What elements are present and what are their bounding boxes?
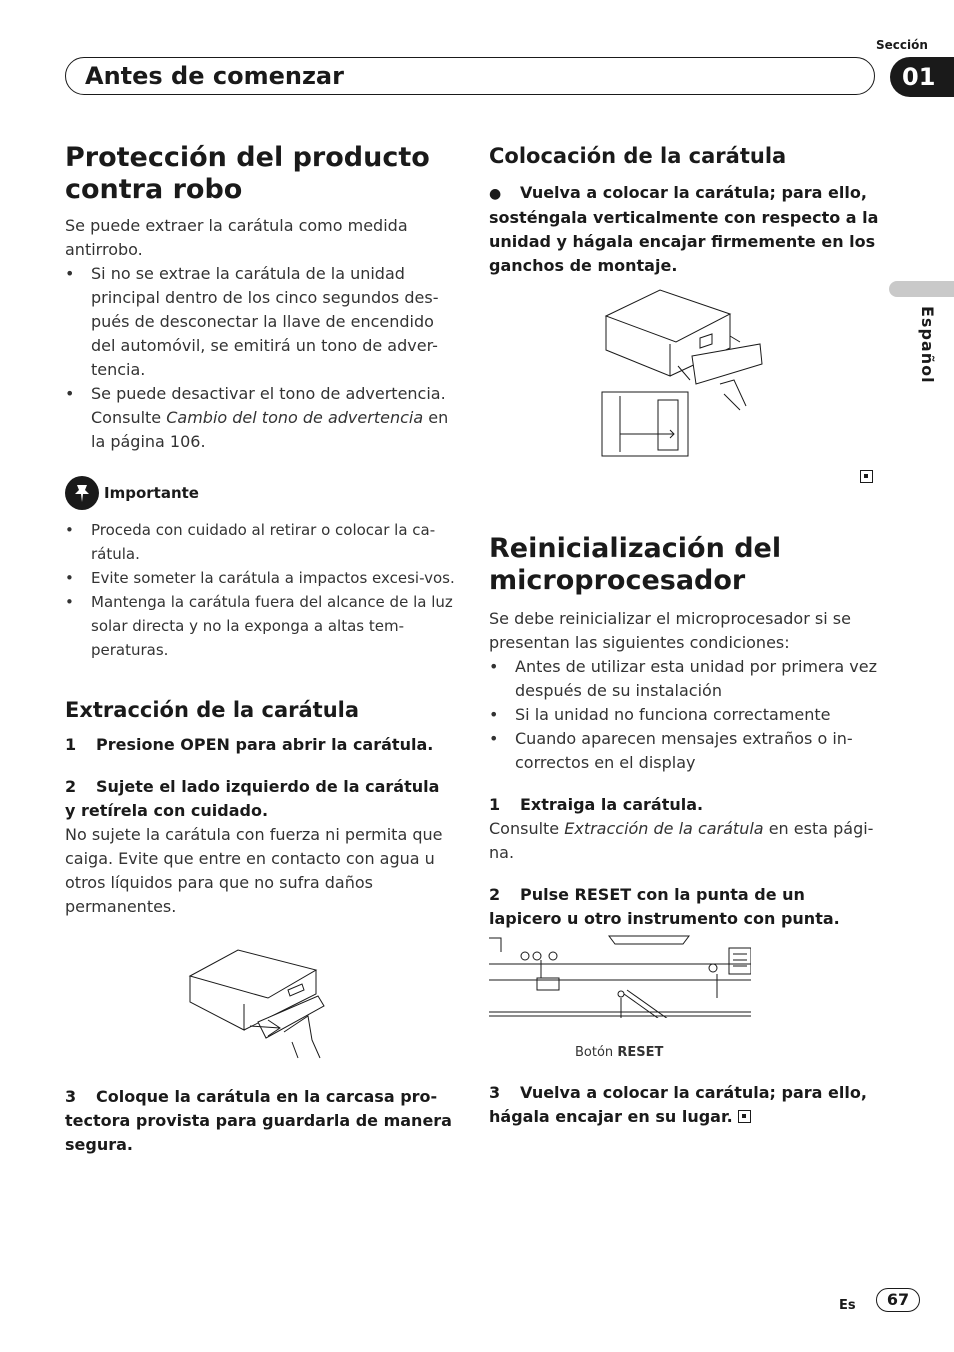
cross-reference: Cambio del tono de advertencia bbox=[166, 408, 424, 427]
list-item: • Si la unidad no funciona correctamente bbox=[489, 703, 879, 727]
reset-caption-bold: RESET bbox=[617, 1045, 664, 1060]
reset-step-1-body: Consulte Extracción de la carátula en esta pági-na. bbox=[489, 819, 874, 862]
page-number: 67 bbox=[876, 1288, 920, 1312]
theft-intro: Se puede extraer la carátula como medida antirrobo. bbox=[65, 216, 408, 259]
right-column bbox=[489, 143, 879, 278]
list-item: • Cuando aparecen mensajes extraños o in-correctos en el display bbox=[489, 727, 879, 775]
reset-step-1: 1 Extraiga la carátula. bbox=[489, 795, 704, 814]
placement-step: ● Vuelva a colocar la carátula; para ello, sosténgala verticalmente con respecto a la unidad y hágala encajar firmemente en los ganchos de montaje. bbox=[489, 183, 879, 275]
list-item: • Mantenga la carátula fuera del alcance de la luz solar directa y no la exponga a altas tem-peraturas. bbox=[65, 590, 455, 662]
end-mark bbox=[860, 467, 873, 486]
reset-step-2: 2 Pulse RESET con la punta de un lapicero u otro instrumento con punta. bbox=[489, 885, 840, 928]
language-label: Español bbox=[918, 306, 937, 384]
list-item: • Proceda con cuidado al retirar o colocar la ca-rátula. bbox=[65, 518, 455, 566]
important-icon bbox=[65, 476, 99, 510]
placement-title: Colocación de la carátula bbox=[489, 144, 787, 168]
reset-button-illustration bbox=[489, 934, 751, 1018]
faceplate-removal-illustration bbox=[188, 946, 328, 1066]
bullet-dot-icon: ● bbox=[489, 186, 502, 202]
step-3: 3 Coloque la carátula en la carcasa pro-tectora provista para guardarla de manera segura. bbox=[65, 1087, 452, 1154]
theft-bullets bbox=[65, 262, 455, 454]
extraction-title: Extracción de la carátula bbox=[65, 698, 360, 722]
important-list bbox=[65, 518, 455, 662]
step-2: 2 Sujete el lado izquierdo de la carátula y retírela con cuidado. bbox=[65, 777, 440, 820]
faceplate-placement-illustration bbox=[600, 288, 770, 458]
chapter-title: Antes de comenzar bbox=[85, 62, 344, 90]
list-item: • Antes de utilizar esta unidad por primera vez después de su instalación bbox=[489, 655, 879, 703]
reset-caption: Botón RESET bbox=[575, 1045, 664, 1060]
section-label: Sección bbox=[876, 38, 928, 52]
reset-step-3: 3 Vuelva a colocar la carátula; para ello, hágala encajar en su lugar. bbox=[489, 1083, 867, 1126]
theft-protection-title: Protección del producto contra robo bbox=[65, 142, 430, 205]
important-header bbox=[65, 476, 455, 510]
end-mark bbox=[738, 1110, 751, 1123]
language-tab bbox=[889, 281, 954, 297]
reset-intro: Se debe reinicializar el microprocesador si se presentan las siguientes condiciones: bbox=[489, 609, 851, 652]
step-1: 1 Presione OPEN para abrir la carátula. bbox=[65, 735, 434, 754]
step-2-body: No sujete la carátula con fuerza ni permita que caiga. Evite que entre en contacto con agua u otros líquidos para que no sufra daños permanentes. bbox=[65, 825, 443, 916]
reset-title: Reinicialización del microprocesador bbox=[489, 533, 782, 596]
left-column bbox=[65, 142, 455, 919]
list-item: • Si no se extrae la carátula de la unidad principal dentro de los cinco segundos des-pués de desconectar la llave de encendido del automóvil, se emitirá un tono de adver-tencia. bbox=[65, 262, 455, 382]
list-item: • Se puede desactivar el tono de advertencia. Consulte Cambio del tono de advertencia en la página 106. bbox=[65, 382, 455, 454]
cross-reference: Extracción de la carátula bbox=[564, 819, 764, 838]
important-label: Importante bbox=[104, 484, 199, 502]
footer-language-code: Es bbox=[839, 1298, 856, 1313]
section-number-badge: 01 bbox=[890, 57, 954, 97]
reset-conditions bbox=[489, 655, 879, 775]
list-item: • Evite someter la carátula a impactos excesi-vos. bbox=[65, 566, 455, 590]
